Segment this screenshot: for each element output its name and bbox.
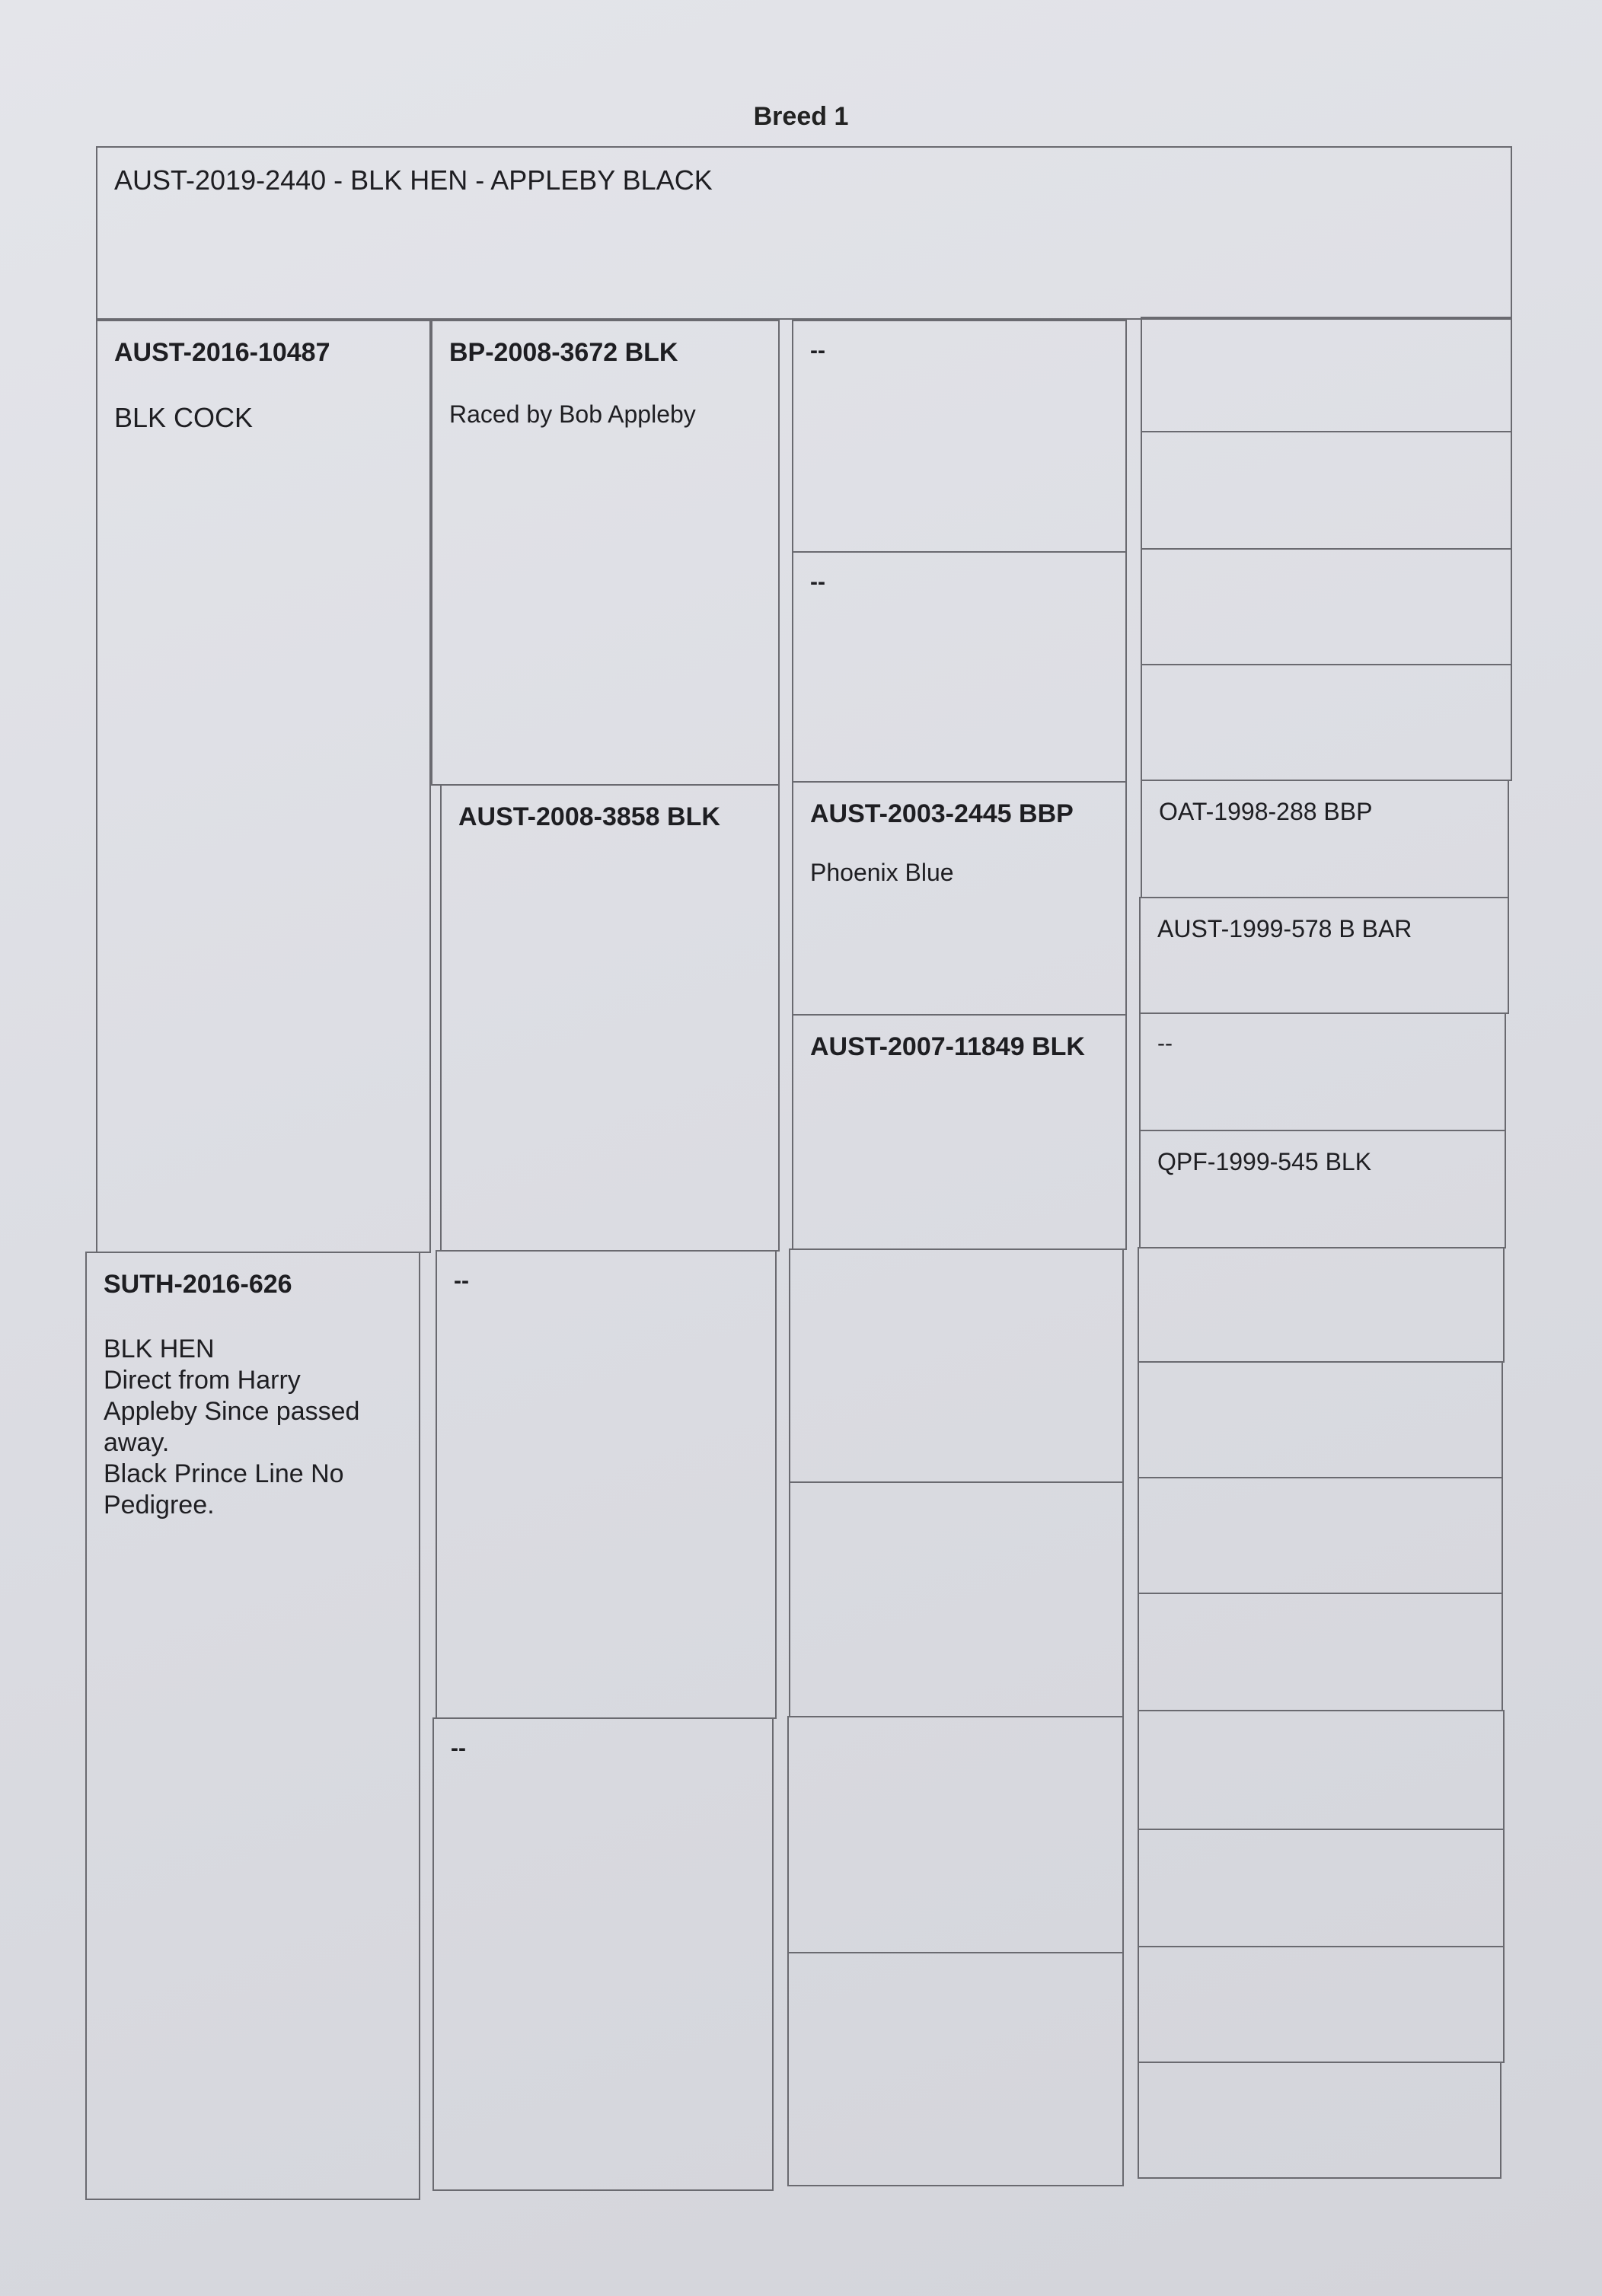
gen4-cell [1138, 1593, 1503, 1711]
page-title: Breed 1 [753, 102, 849, 131]
gen4-cell [1141, 317, 1512, 432]
gen2-ring: AUST-2008-3858 BLK [458, 802, 720, 831]
gen4-ring: -- [1157, 1031, 1173, 1056]
gen2-ring: BP-2008-3672 BLK [449, 338, 678, 367]
gen3-cell [792, 320, 1127, 553]
gen3-cell [789, 1481, 1124, 1717]
gen4-cell [1141, 431, 1512, 550]
gen3-cell [787, 1716, 1124, 1953]
gen3-cell [792, 1014, 1127, 1250]
gen1-dam-desc-line: BLK HEN [104, 1335, 215, 1363]
gen1-dam-desc-line: Direct from Harry [104, 1366, 301, 1395]
gen2-ring: -- [454, 1268, 469, 1293]
gen2-desc: Raced by Bob Appleby [449, 400, 696, 428]
gen4-cell [1138, 1829, 1505, 1947]
gen1-dam-desc-line: away. [104, 1428, 170, 1457]
gen4-cell [1138, 2062, 1501, 2179]
gen4-cell [1138, 1946, 1505, 2063]
gen1-dam-desc-line: Appleby Since passed [104, 1397, 360, 1426]
gen4-cell [1138, 1477, 1503, 1594]
gen3-ring: -- [810, 338, 825, 363]
gen1-dam-desc [104, 1334, 359, 1521]
gen3-cell [792, 781, 1127, 1016]
gen1-sire-desc: BLK COCK [114, 402, 254, 433]
gen1-sire-cell [96, 320, 431, 1253]
gen4-cell [1139, 1130, 1506, 1248]
gen3-desc: Phoenix Blue [810, 859, 954, 886]
gen4-cell [1141, 780, 1509, 898]
gen4-cell [1141, 548, 1512, 665]
gen4-cell [1138, 1247, 1505, 1363]
subject-heading: AUST-2019-2440 - BLK HEN - APPLEBY BLACK [114, 164, 713, 196]
subject-header [96, 146, 1512, 320]
gen4-cell [1139, 897, 1509, 1014]
gen3-cell [787, 1952, 1124, 2186]
gen2-cell [440, 784, 780, 1252]
gen1-dam-desc-line: Black Prince Line No [104, 1459, 344, 1488]
gen3-cell [792, 551, 1127, 783]
gen4-cell [1141, 664, 1512, 781]
gen4-ring: AUST-1999-578 B BAR [1157, 915, 1412, 942]
gen3-cell [789, 1248, 1124, 1483]
gen2-ring: -- [451, 1736, 466, 1761]
gen4-ring: QPF-1999-545 BLK [1157, 1148, 1372, 1175]
gen1-dam-cell [85, 1252, 420, 2200]
gen1-dam-ring: SUTH-2016-626 [104, 1270, 292, 1299]
gen3-ring: -- [810, 569, 825, 595]
gen2-cell [436, 1250, 777, 1719]
gen1-sire-ring: AUST-2016-10487 [114, 338, 330, 367]
gen4-ring: OAT-1998-288 BBP [1159, 798, 1373, 825]
gen4-cell [1138, 1361, 1503, 1478]
gen1-dam-desc-line: Pedigree. [104, 1491, 215, 1520]
gen4-cell [1139, 1012, 1506, 1131]
gen2-cell [432, 1717, 774, 2191]
gen4-cell [1138, 1710, 1505, 1830]
gen3-ring: AUST-2003-2445 BBP [810, 799, 1074, 828]
gen3-ring: AUST-2007-11849 BLK [810, 1032, 1085, 1061]
gen2-cell [431, 320, 780, 786]
